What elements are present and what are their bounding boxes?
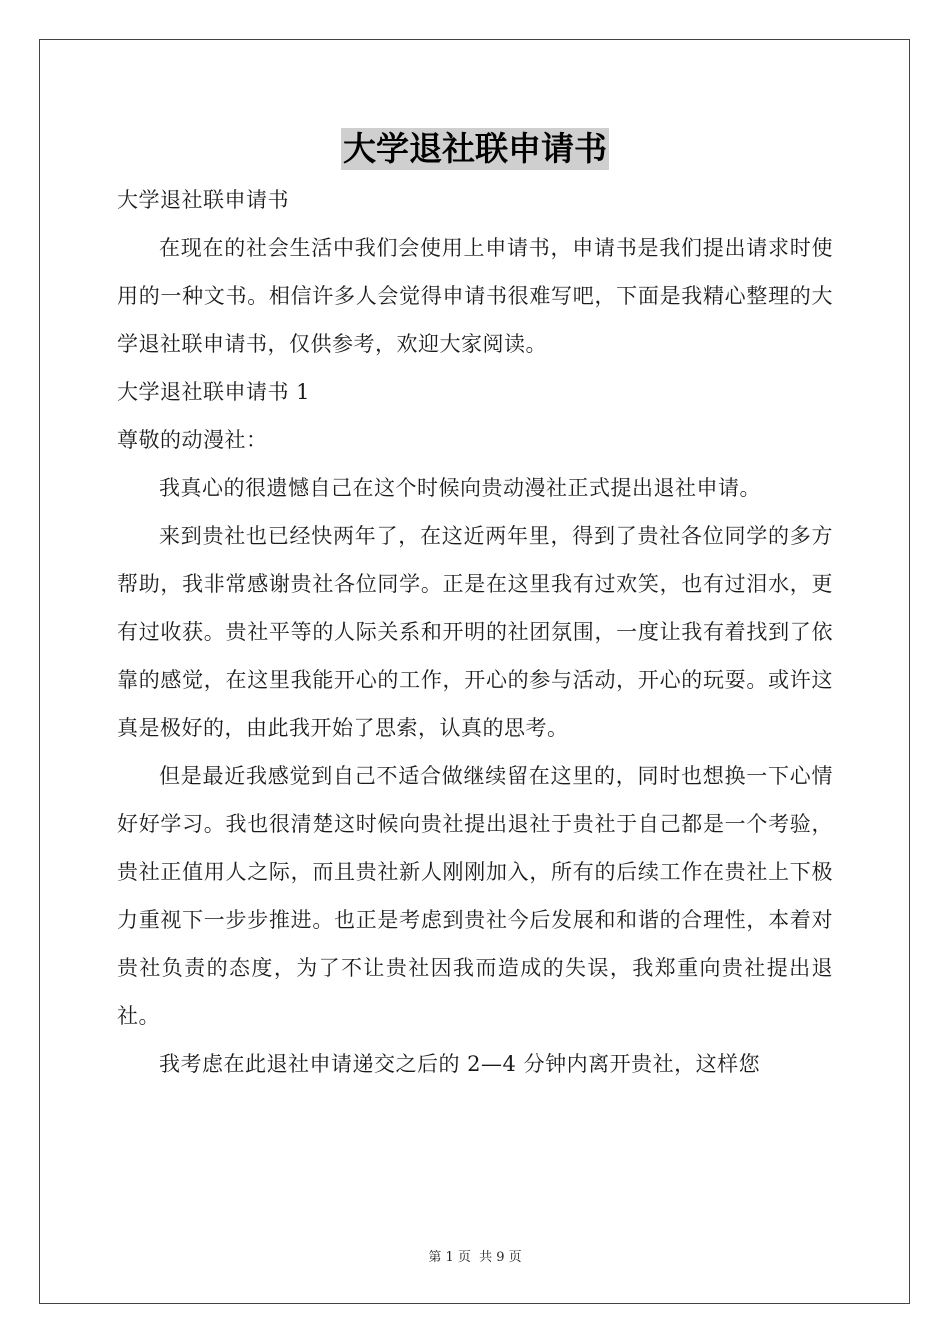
page-total: 共 9 页 [479,1250,522,1265]
document-body [117,176,833,1088]
section-heading: 大学退社联申请书 1 [117,380,311,404]
salutation: 尊敬的动漫社： [117,428,268,452]
paragraph: 我考虑在此退社申请递交之后的 2—4 分钟内离开贵社，这样您 [159,1052,761,1076]
paragraph: 大学退社联申请书 [117,188,289,212]
paragraph: 但是最近我感觉到自己不适合做继续留在这里的，同时也想换一下心情好好学习。我也很清楚这时候向贵社提出退社于贵社于自己都是一个考验，贵社正值用人之际，而且贵社新人刚刚加入，所有的后续工作在贵社上下极力重视下一步步推进。也正是考虑到贵社今后发展和和谐的合理性，本着对贵社负责的态度，为了不让贵社因我而造成的失误，我郑重向贵社提出退社。 [117,764,833,1028]
paragraph: 在现在的社会生活中我们会使用上申请书，申请书是我们提出请求时使用的一种文书。相信许多人会觉得申请书很难写吧，下面是我精心整理的大学退社联申请书，仅供参考，欢迎大家阅读。 [117,236,833,356]
page-footer [0,1246,950,1265]
page-number: 第 1 页 [428,1250,471,1265]
document-title: 大学退社联申请书 [343,129,607,168]
paragraph: 来到贵社也已经快两年了，在这近两年里，得到了贵社各位同学的多方帮助，我非常感谢贵社各位同学。正是在这里我有过欢笑，也有过泪水，更有过收获。贵社平等的人际关系和开明的社团氛围，一度让我有着找到了依靠的感觉，在这里我能开心的工作，开心的参与活动，开心的玩耍。或许这真是极好的，由此我开始了思索，认真的思考。 [117,524,833,740]
paragraph: 我真心的很遗憾自己在这个时候向贵动漫社正式提出退社申请。 [159,476,761,500]
title-container [0,128,950,170]
